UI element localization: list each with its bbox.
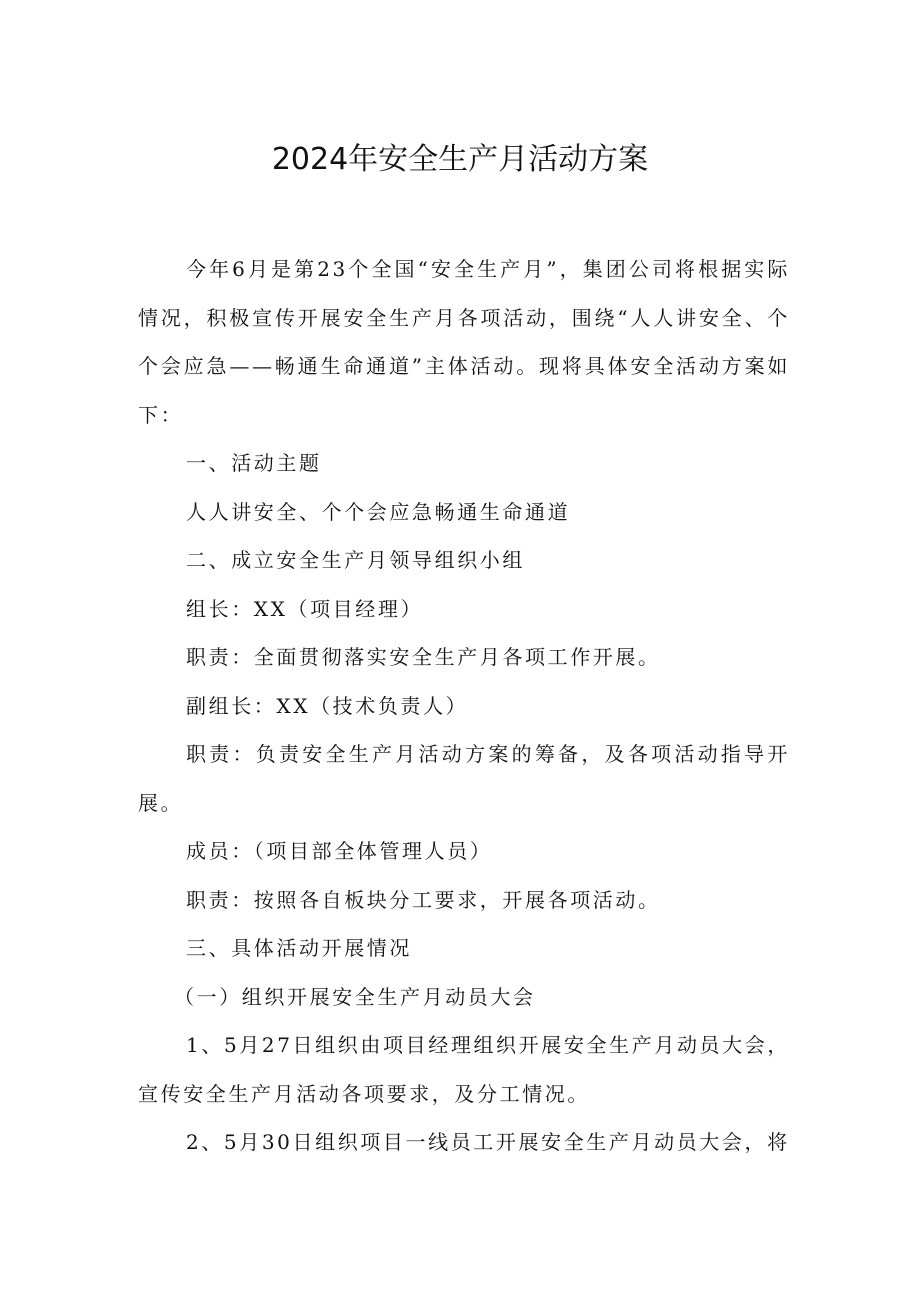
leader-line: 组长：XX（项目经理） [186,596,424,621]
intro-paragraph: 今年6月是第23个全国“安全生产月”，集团公司将根据实际情况，积极宣传开展安全生产月各项活动，围绕“人人讲安全、个个会应急——畅通生命通道”主体活动。现将具体安全活动方案如下： [138,257,790,427]
document-body [138,245,790,1167]
activity-item-2: 2、5月30日组织项目一线员工开展安全生产月动员大会，将 [186,1130,790,1154]
section-heading-leadership: 二、成立安全生产月领导组织小组 [186,548,525,572]
members-line: 成员：（项目部全体管理人员） [186,839,493,863]
leader-duty: 职责：全面贯彻落实安全生产月各项工作开展。 [186,645,661,669]
document-title: 2024年安全生产月活动方案 [271,142,649,177]
deputy-leader-duty: 职责：负责安全生产月活动方案的筹备，及各项活动指导开展。 [138,742,790,815]
theme-text: 人人讲安全、个个会应急畅通生命通道 [186,499,571,524]
section-heading-activities: 三、具体活动开展情况 [186,936,412,960]
section-heading-theme: 一、活动主题 [186,451,322,475]
deputy-leader-line: 副组长：XX（技术负责人） [186,693,469,718]
subsection-heading-mobilization: （一）组织开展安全生产月动员大会 [174,984,536,1009]
members-duty: 职责：按照各自板块分工要求，开展各项活动。 [186,887,661,912]
activity-item-1: 1、5月27日组织由项目经理组织开展安全生产月动员大会，宣传安全生产月活动各项要求，及分工情况。 [138,1033,790,1106]
